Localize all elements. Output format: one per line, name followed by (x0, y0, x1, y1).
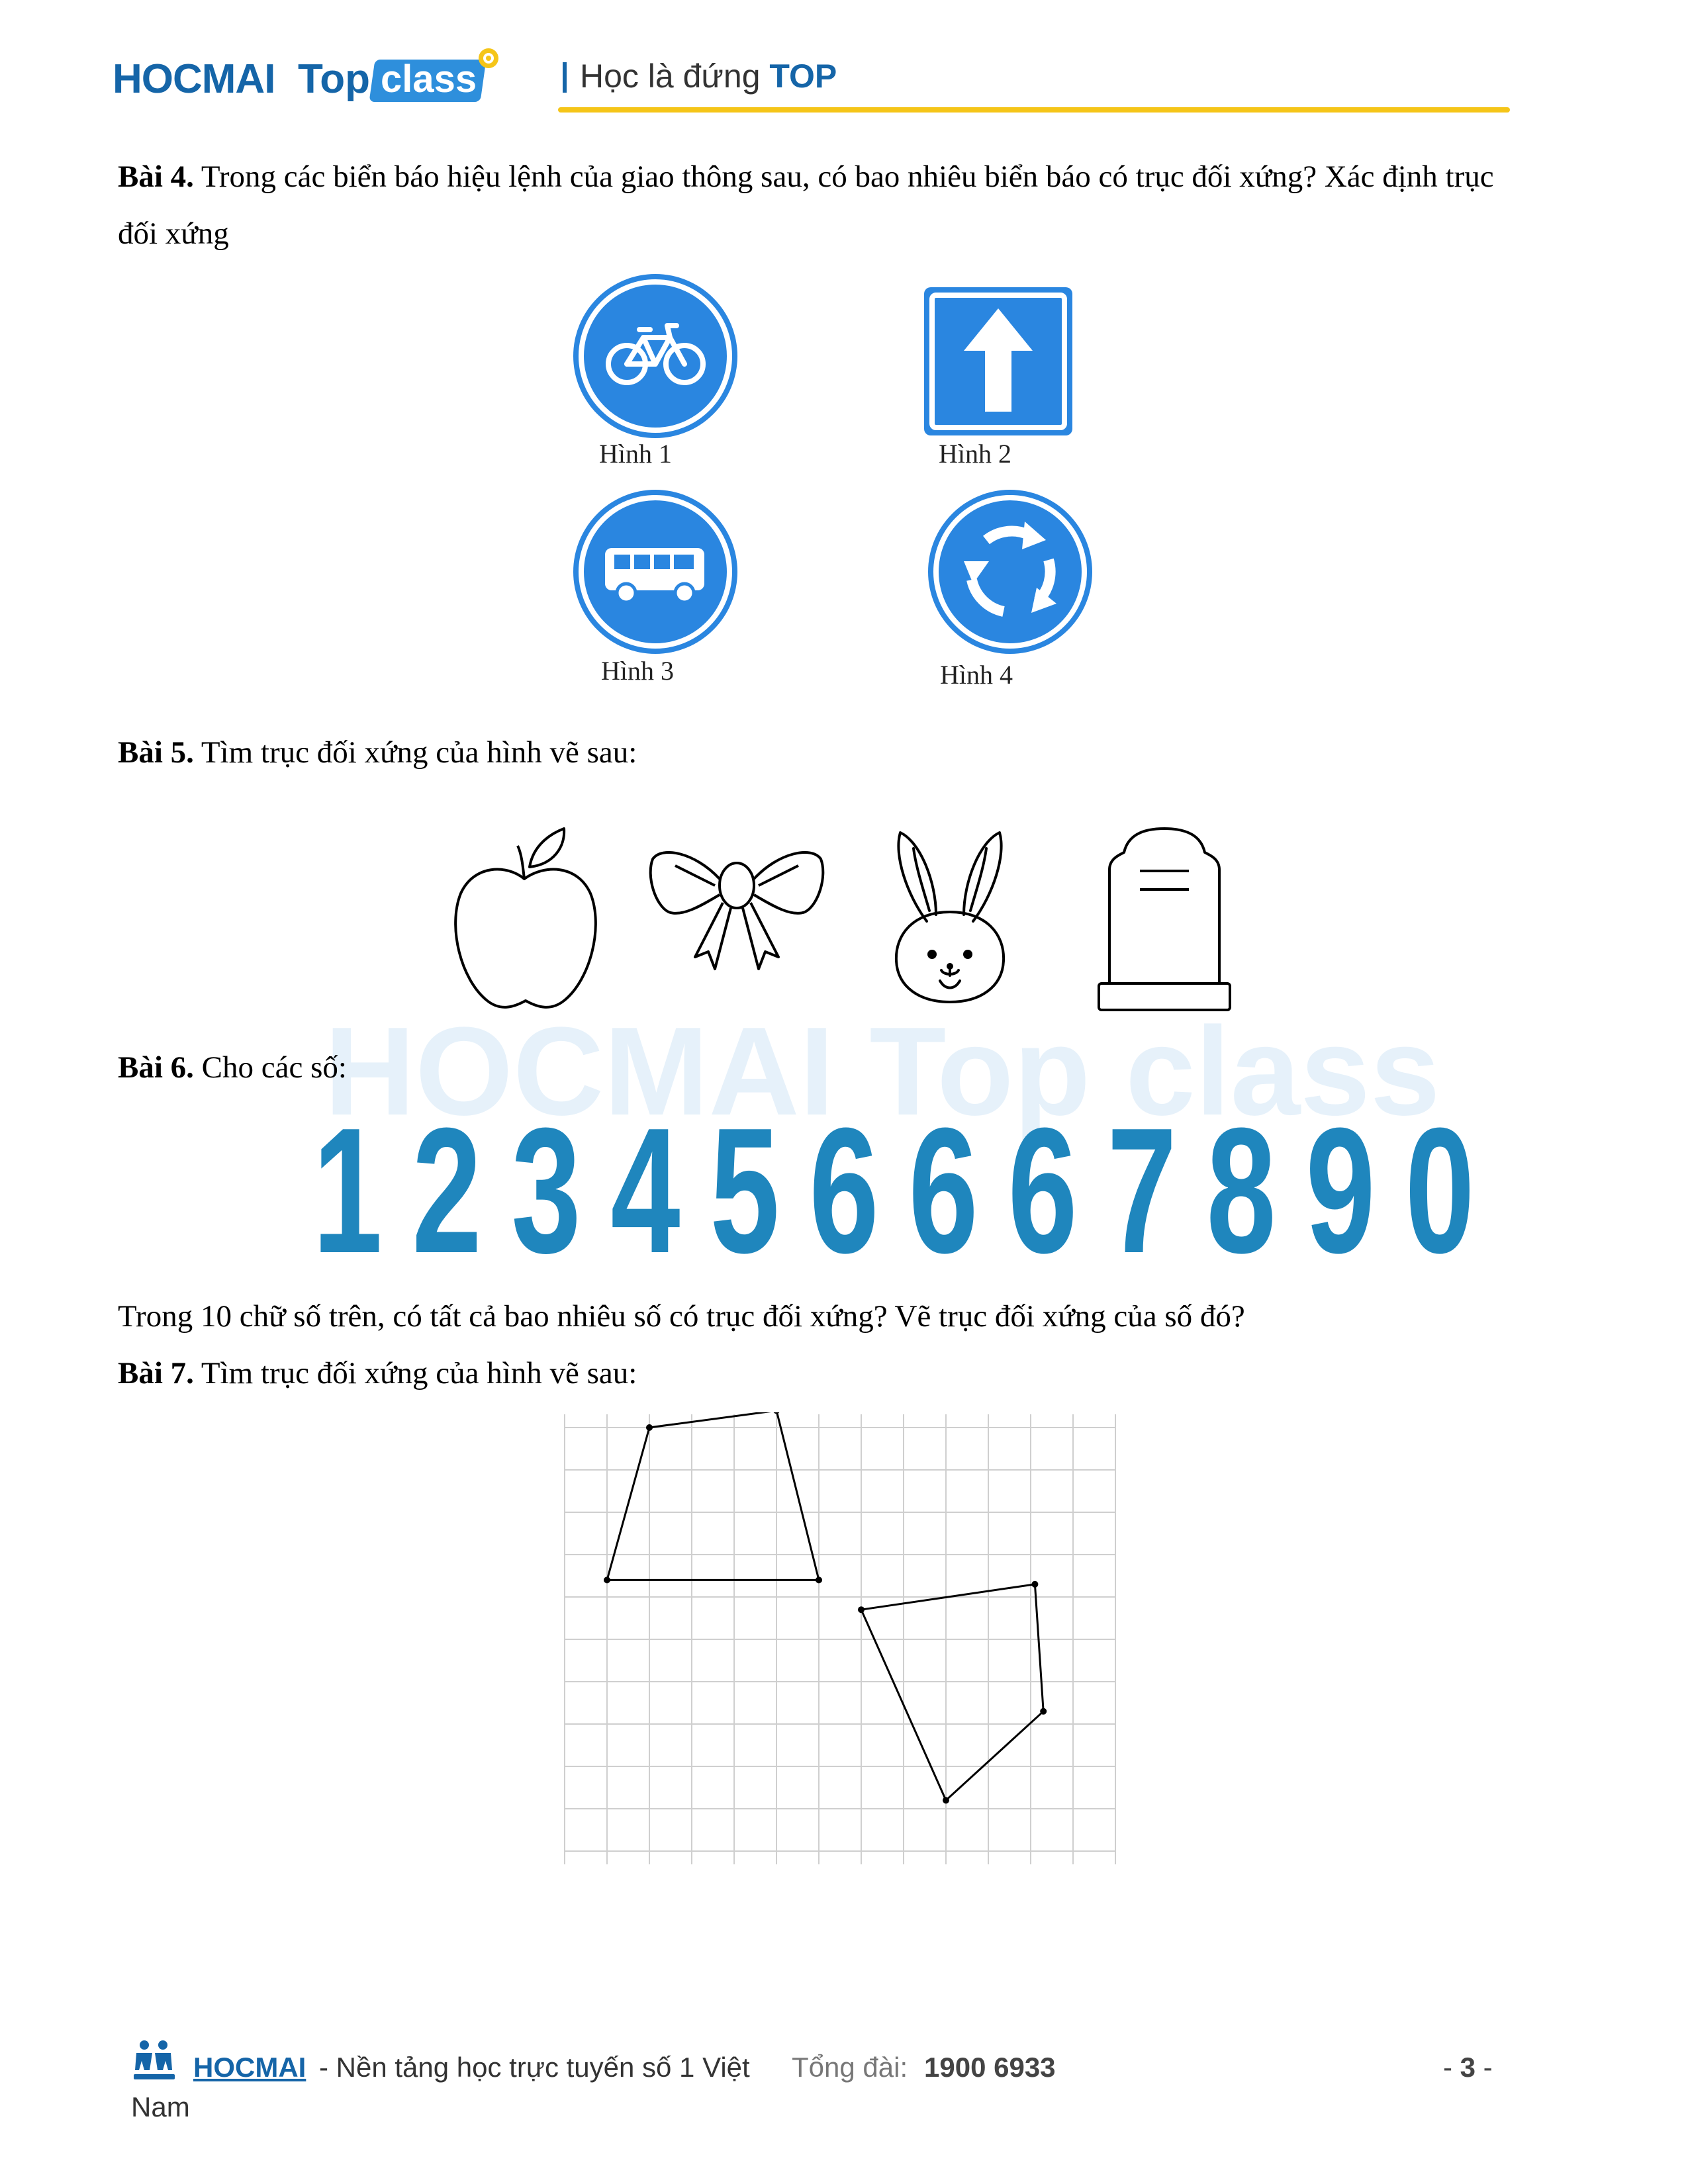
digit-9-10: 9 (1305, 1091, 1376, 1291)
digit-8-9: 8 (1206, 1091, 1276, 1291)
bai7-text: Tìm trục đối xứng của hình vẽ sau: (193, 1356, 637, 1390)
footer-brand-link[interactable]: HOCMAI (193, 2052, 306, 2083)
bai5-text: Tìm trục đối xứng của hình vẽ sau: (193, 735, 637, 770)
slogan-divider (563, 62, 567, 93)
hocmai-people-logo-icon (131, 2038, 177, 2086)
digit-0-11: 0 (1405, 1091, 1475, 1291)
digit-3-2: 3 (511, 1091, 581, 1291)
quadrilateral-2-vertex-1 (1031, 1581, 1038, 1588)
sign-caption-4: Hình 4 (940, 660, 1013, 690)
footer-hotline-label: Tổng đài: (792, 2052, 908, 2083)
quadrilateral-2 (861, 1584, 1043, 1800)
bai4-line1 (118, 148, 1494, 205)
page-number-prefix: - (1443, 2052, 1460, 2083)
quadrilateral-2-vertex-2 (1040, 1708, 1047, 1715)
footer-description: - Nền tảng học trực tuyến số 1 Việt (319, 2052, 750, 2083)
quadrilateral-2-vertex-3 (943, 1797, 949, 1803)
quadrilateral-1-vertex-3 (604, 1576, 610, 1583)
bai4-label: Bài 4. (118, 159, 194, 194)
sign-caption-2: Hình 2 (939, 439, 1011, 469)
bai5-label: Bài 5. (118, 735, 194, 770)
logo-top-text: Top (298, 56, 371, 102)
digit-2-1: 2 (412, 1091, 482, 1291)
bai6-text: Cho các số: (193, 1050, 347, 1085)
digit-7-8: 7 (1107, 1091, 1177, 1291)
sign-caption-1: Hình 1 (599, 439, 672, 469)
logo-hocmai-text: HOCMAI (113, 56, 275, 102)
quadrilateral-1-vertex-2 (816, 1576, 822, 1583)
bai4-line2: đối xứng (118, 216, 229, 251)
sign-bus (571, 487, 740, 657)
digit-6-5: 6 (809, 1091, 879, 1291)
bai7-label: Bài 7. (118, 1356, 194, 1390)
bai6-line (118, 1039, 347, 1096)
bai7-line (118, 1345, 637, 1402)
grid-shapes (604, 1412, 1047, 1803)
watermark: HOCMAI Top class (324, 1001, 1440, 1142)
slogan-prefix: Học là đứng (580, 58, 770, 95)
bai7-grid-figure (563, 1412, 1123, 1866)
sign-roundabout (925, 487, 1095, 657)
grid-lines (565, 1414, 1115, 1864)
slogan-strong: TOP (769, 58, 837, 95)
bai6-question: Trong 10 chữ số trên, có tất cả bao nhiêu số có trục đối xứng? Vẽ trục đối xứng của số đó? (118, 1299, 1245, 1334)
bow-icon (649, 839, 825, 991)
slogan (580, 57, 837, 95)
digit-6-6: 6 (908, 1091, 978, 1291)
page-footer (0, 2025, 1688, 2184)
footer-hotline: 1900 6933 (924, 2052, 1056, 2083)
sign-caption-3: Hình 3 (601, 656, 674, 686)
logo-class-text: class (381, 58, 477, 101)
digit-4-3: 4 (610, 1091, 680, 1291)
page-header (0, 0, 1688, 132)
rabbit-icon (887, 829, 1013, 1006)
quadrilateral-2-vertex-0 (858, 1606, 865, 1613)
quadrilateral-1-vertex-1 (773, 1412, 780, 1414)
page-number-value: 3 (1460, 2052, 1476, 2083)
header-underline (558, 107, 1510, 113)
page-number (1443, 2052, 1493, 2083)
bai4-text: Trong các biển báo hiệu lệnh của giao thông sau, có bao nhiêu biển báo có trục đối xứng? Xác định trục (193, 159, 1494, 194)
sign-one-way (921, 285, 1075, 438)
bai5-line (118, 724, 637, 781)
sun-icon (475, 45, 502, 71)
digit-6-7: 6 (1008, 1091, 1078, 1291)
apple-icon (447, 827, 604, 1017)
bai6-label: Bài 6. (118, 1050, 194, 1085)
sign-bicycle (571, 271, 740, 441)
page-number-suffix: - (1476, 2052, 1493, 2083)
tombstone-icon (1096, 826, 1233, 1014)
digit-row (298, 1091, 1475, 1291)
quadrilateral-1-vertex-0 (646, 1424, 653, 1431)
footer-description-cont: Nam (131, 2091, 190, 2122)
digit-5-4: 5 (710, 1091, 780, 1291)
digit-1-0: 1 (312, 1091, 383, 1291)
